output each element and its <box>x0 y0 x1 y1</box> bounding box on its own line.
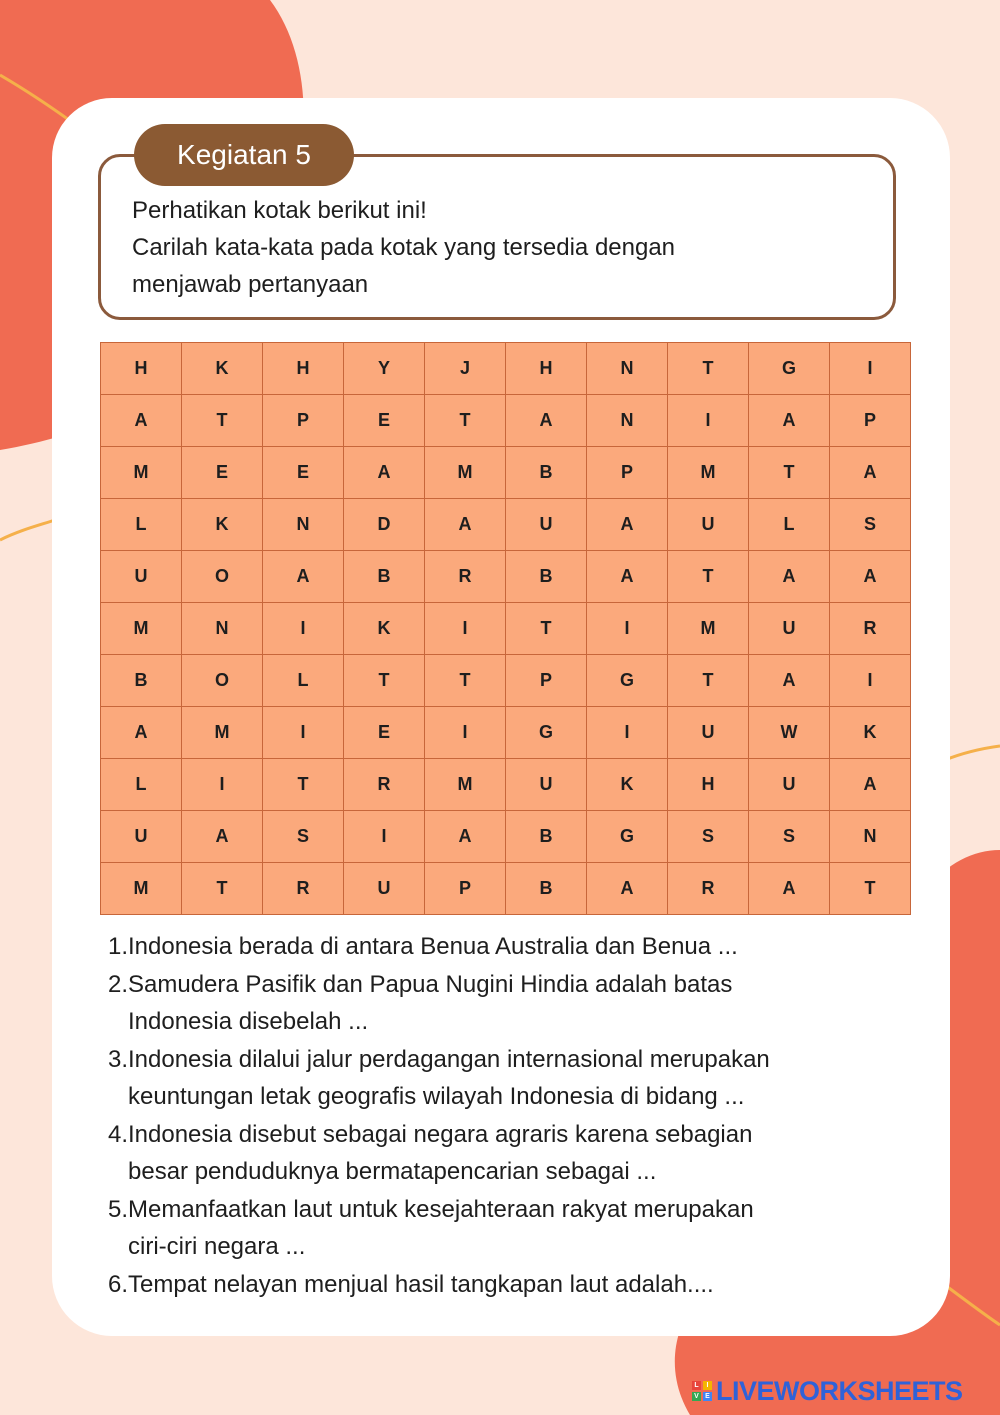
grid-cell[interactable]: K <box>182 499 263 551</box>
grid-cell[interactable]: B <box>506 811 587 863</box>
grid-cell[interactable]: A <box>587 499 668 551</box>
grid-cell[interactable]: E <box>344 395 425 447</box>
grid-cell[interactable]: M <box>425 447 506 499</box>
grid-cell[interactable]: B <box>101 655 182 707</box>
question-text <box>128 1191 890 1266</box>
grid-cell[interactable]: A <box>749 863 830 915</box>
grid-cell[interactable]: N <box>182 603 263 655</box>
grid-cell[interactable]: I <box>587 707 668 759</box>
logo-block: I <box>703 1381 712 1390</box>
grid-cell[interactable]: U <box>101 811 182 863</box>
grid-cell[interactable]: M <box>668 447 749 499</box>
grid-cell[interactable]: A <box>749 551 830 603</box>
grid-cell[interactable]: E <box>263 447 344 499</box>
grid-cell[interactable]: A <box>182 811 263 863</box>
grid-cell[interactable]: R <box>344 759 425 811</box>
grid-cell[interactable]: A <box>749 395 830 447</box>
grid-cell[interactable]: S <box>749 811 830 863</box>
question-number: 5. <box>107 1195 128 1223</box>
grid-cell[interactable]: S <box>830 499 911 551</box>
question-text <box>128 1266 890 1304</box>
grid-cell[interactable]: U <box>668 707 749 759</box>
question-item <box>100 966 890 1041</box>
grid-cell[interactable]: N <box>830 811 911 863</box>
question-item <box>100 1191 890 1266</box>
question-text <box>128 1116 890 1191</box>
question-item <box>100 928 890 966</box>
grid-cell[interactable]: G <box>587 655 668 707</box>
grid-cell[interactable]: A <box>425 811 506 863</box>
grid-cell[interactable]: H <box>101 343 182 395</box>
grid-cell[interactable]: L <box>749 499 830 551</box>
grid-cell[interactable]: N <box>587 343 668 395</box>
grid-row <box>101 343 911 395</box>
question-number: 6. <box>107 1270 128 1298</box>
grid-cell[interactable]: A <box>830 759 911 811</box>
question-number: 3. <box>107 1045 128 1073</box>
grid-cell[interactable]: U <box>101 551 182 603</box>
grid-cell[interactable]: R <box>263 863 344 915</box>
grid-cell[interactable]: U <box>749 603 830 655</box>
question-line: ciri-ciri negara ... <box>128 1233 306 1260</box>
grid-cell[interactable]: A <box>587 551 668 603</box>
question-item <box>100 1041 890 1116</box>
grid-cell[interactable]: T <box>425 395 506 447</box>
grid-cell[interactable]: T <box>182 395 263 447</box>
grid-cell[interactable]: N <box>587 395 668 447</box>
grid-row <box>101 395 911 447</box>
grid-cell[interactable]: T <box>668 343 749 395</box>
question-line: Indonesia dilalui jalur perdagangan internasional merupakan <box>128 1045 770 1073</box>
grid-cell[interactable]: B <box>506 863 587 915</box>
grid-cell[interactable]: A <box>830 551 911 603</box>
grid-cell[interactable]: S <box>668 811 749 863</box>
grid-row <box>101 499 911 551</box>
grid-cell[interactable]: I <box>182 759 263 811</box>
grid-row <box>101 447 911 499</box>
instruction-line: Carilah kata-kata pada kotak yang tersedia dengan <box>132 234 676 261</box>
grid-cell[interactable]: K <box>830 707 911 759</box>
question-line: Samudera Pasifik dan Papua Nugini Hindia adalah batas <box>128 970 733 998</box>
grid-cell[interactable]: T <box>749 447 830 499</box>
grid-cell[interactable]: U <box>506 759 587 811</box>
grid-cell[interactable]: I <box>344 811 425 863</box>
question-text <box>128 966 890 1041</box>
grid-cell[interactable]: A <box>749 655 830 707</box>
logo-text: LIVEWORKSHEETS <box>716 1375 963 1406</box>
grid-cell[interactable]: P <box>587 447 668 499</box>
grid-cell[interactable]: E <box>344 707 425 759</box>
grid-cell[interactable]: P <box>830 395 911 447</box>
grid-cell[interactable]: I <box>425 603 506 655</box>
grid-cell[interactable]: M <box>425 759 506 811</box>
grid-cell[interactable]: D <box>344 499 425 551</box>
grid-cell[interactable]: M <box>668 603 749 655</box>
grid-cell[interactable]: A <box>506 395 587 447</box>
grid-cell[interactable]: P <box>425 863 506 915</box>
grid-cell[interactable]: A <box>263 551 344 603</box>
left-line <box>0 520 55 540</box>
grid-cell[interactable]: L <box>101 759 182 811</box>
grid-cell[interactable]: G <box>749 343 830 395</box>
grid-cell[interactable]: H <box>506 343 587 395</box>
grid-cell[interactable]: T <box>830 863 911 915</box>
grid-cell[interactable]: M <box>101 447 182 499</box>
grid-row <box>101 655 911 707</box>
grid-cell[interactable]: A <box>830 447 911 499</box>
question-item <box>100 1116 890 1191</box>
grid-cell[interactable]: P <box>263 395 344 447</box>
question-line: Indonesia berada di antara Benua Australia dan Benua ... <box>128 933 738 960</box>
question-number: 2. <box>107 970 128 998</box>
question-number: 1. <box>107 933 128 960</box>
grid-cell[interactable]: I <box>587 603 668 655</box>
grid-cell[interactable]: R <box>830 603 911 655</box>
grid-cell[interactable]: T <box>344 655 425 707</box>
grid-cell[interactable]: G <box>587 811 668 863</box>
instruction-line: menjawab pertanyaan <box>132 271 369 298</box>
logo-block: L <box>692 1381 701 1390</box>
grid-cell[interactable]: I <box>668 395 749 447</box>
grid-cell[interactable]: O <box>182 551 263 603</box>
grid-cell[interactable]: U <box>344 863 425 915</box>
grid-cell[interactable]: J <box>425 343 506 395</box>
question-number: 4. <box>107 1120 128 1148</box>
question-line: Tempat nelayan menjual hasil tangkapan laut adalah.... <box>128 1270 714 1298</box>
grid-row <box>101 551 911 603</box>
grid-cell[interactable]: A <box>101 395 182 447</box>
question-text <box>128 1041 890 1116</box>
grid-cell[interactable]: B <box>344 551 425 603</box>
logo-icon <box>692 1381 712 1401</box>
grid-cell[interactable]: G <box>506 707 587 759</box>
question-line: Indonesia disebut sebagai negara agraris karena sebagian <box>128 1120 753 1148</box>
instruction-line: Perhatikan kotak berikut ini! <box>132 197 427 224</box>
grid-cell[interactable]: B <box>506 551 587 603</box>
grid-cell[interactable]: I <box>263 707 344 759</box>
question-line: keuntungan letak geografis wilayah Indonesia di bidang ... <box>128 1083 745 1110</box>
grid-cell[interactable]: Y <box>344 343 425 395</box>
grid-cell[interactable]: U <box>749 759 830 811</box>
grid-cell[interactable]: T <box>263 759 344 811</box>
grid-cell[interactable]: U <box>668 499 749 551</box>
grid-row <box>101 759 911 811</box>
grid-cell[interactable]: K <box>182 343 263 395</box>
grid-row <box>101 863 911 915</box>
activity-tag: Kegiatan 5 <box>134 124 354 186</box>
grid-cell[interactable]: H <box>263 343 344 395</box>
grid-cell[interactable]: L <box>101 499 182 551</box>
grid-cell[interactable]: I <box>830 655 911 707</box>
grid-cell[interactable]: L <box>263 655 344 707</box>
grid-cell[interactable]: I <box>425 707 506 759</box>
grid-cell[interactable]: I <box>830 343 911 395</box>
grid-cell[interactable]: S <box>263 811 344 863</box>
grid-row <box>101 603 911 655</box>
grid-cell[interactable]: K <box>587 759 668 811</box>
grid-cell[interactable]: R <box>425 551 506 603</box>
grid-cell[interactable]: M <box>101 603 182 655</box>
grid-cell[interactable]: U <box>506 499 587 551</box>
grid-cell[interactable]: A <box>344 447 425 499</box>
question-line: Memanfaatkan laut untuk kesejahteraan rakyat merupakan <box>128 1195 754 1223</box>
grid-row <box>101 707 911 759</box>
question-text <box>128 928 890 966</box>
logo-block: V <box>692 1392 701 1401</box>
grid-cell[interactable]: T <box>668 551 749 603</box>
right-line <box>945 746 1000 760</box>
question-item <box>100 1266 890 1304</box>
grid-cell[interactable]: T <box>506 603 587 655</box>
grid-cell[interactable]: M <box>101 863 182 915</box>
grid-cell[interactable]: K <box>344 603 425 655</box>
grid-cell[interactable]: H <box>668 759 749 811</box>
logo-block: E <box>703 1392 712 1401</box>
question-line: Indonesia disebelah ... <box>128 1008 369 1035</box>
question-list <box>100 928 890 1303</box>
grid-cell[interactable]: R <box>668 863 749 915</box>
grid-cell[interactable]: A <box>587 863 668 915</box>
grid-cell[interactable]: I <box>263 603 344 655</box>
grid-cell[interactable]: E <box>182 447 263 499</box>
grid-cell[interactable]: M <box>182 707 263 759</box>
question-line: besar penduduknya bermatapencarian sebagai ... <box>128 1158 657 1185</box>
liveworksheets-logo <box>692 1376 963 1406</box>
grid-cell[interactable]: B <box>506 447 587 499</box>
grid-cell[interactable]: T <box>425 655 506 707</box>
grid-cell[interactable]: T <box>182 863 263 915</box>
grid-cell[interactable]: N <box>263 499 344 551</box>
word-search-grid <box>100 342 911 915</box>
grid-cell[interactable]: P <box>506 655 587 707</box>
grid-cell[interactable]: O <box>182 655 263 707</box>
grid-cell[interactable]: T <box>668 655 749 707</box>
grid-cell[interactable]: A <box>425 499 506 551</box>
grid-row <box>101 811 911 863</box>
grid-cell[interactable]: W <box>749 707 830 759</box>
instructions <box>132 192 872 303</box>
grid-cell[interactable]: A <box>101 707 182 759</box>
